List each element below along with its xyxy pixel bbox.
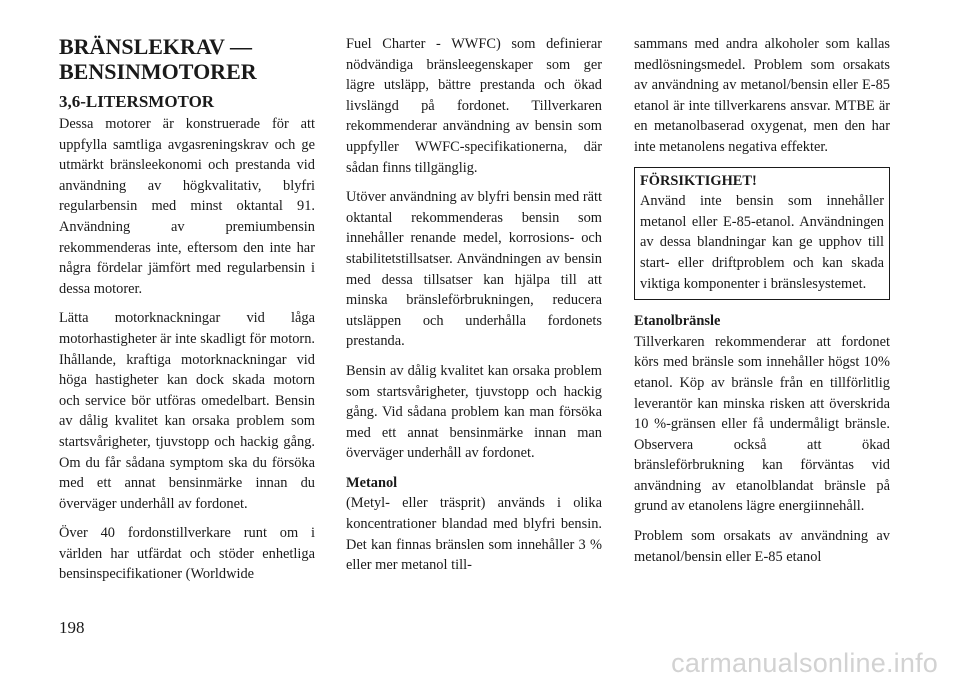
paragraph: Över 40 fordonstillverkare runt om i världen har utfärdat och stöder enhetliga bensinspecifikationer (Worldwide — [59, 525, 315, 583]
section-title: BRÄNSLEKRAV — BENSINMOTORER — [59, 34, 257, 84]
paragraph: Bensin av dålig kvalitet kan orsaka problem som startsvårigheter, tjuvstopp och hackig gång. Vid sådana problem kan man försöka med ett annat bensinmärke innan man överväger underhåll av fordonet. — [346, 362, 602, 462]
column-left — [59, 34, 315, 594]
caution-title: FÖRSIKTIGHET! — [640, 172, 757, 189]
page-number: 198 — [59, 618, 85, 637]
caution-box — [634, 167, 890, 301]
ethanol-heading: Etanolbränsle — [634, 313, 721, 330]
paragraph: Utöver användning av blyfri bensin med rätt oktantal rekommenderas bensin som innehåller renande medel, korrosions- och stabilitetstillsatser. Användningen av bensin med dessa tillsatser kan hjälpa till att minska bränsleförbrukningen, reducera utsläppen och underhålla fordonets prestanda. — [346, 189, 602, 350]
paragraph: Tillverkaren rekommenderar att fordonet körs med bränsle som innehåller högst 10% etanol. Köp av bränsle från en tillförlitlig leverantör kan minska risken att överskrida 10 %-gränsen eller få undermåligt bränsle. Observera också att ökad bränsleförbrukning kan förväntas vid användning av etanolblandat bränsle på grund av etanolens lägre energiinnehåll. — [634, 333, 890, 515]
column-middle — [346, 34, 602, 585]
paragraph: Lätta motorknackningar vid låga motorhastigheter är inte skadligt för motorn. Ihållande, kraftiga motorknackningar vid höga hastigheter kan dock skada motorn och service bör utföras omedelbart. Bensin av dålig kvalitet kan orsaka problem som startsvårigheter, tjuvstopp och hackig gång. Om du får sådana symptom ska du försöka med ett annat bensinmärke innan du överväger underhåll av fordonet. — [59, 310, 315, 512]
paragraph: Problem som orsakats av användning av metanol/bensin eller E-85 etanol — [634, 528, 890, 565]
section-subtitle: 3,6-LITERSMOTOR — [59, 92, 215, 111]
paragraph: Fuel Charter - WWFC) som definierar nödvändiga bränsleegenskaper som ger lägre utsläpp, bättre prestanda och ökad livslängd på fordonet. Tillverkaren rekommenderar användning av bensin som uppfyller WWFC-specifikationerna, där sådan finns tillgänglig. — [346, 36, 602, 176]
column-right — [634, 34, 890, 576]
ethanol-section — [634, 311, 890, 517]
methanol-section — [346, 473, 602, 576]
caution-text: Använd inte bensin som innehåller metanol eller E-85-etanol. Användningen av dessa blandningar kan ge upphov till start- eller driftproblem och kan skada viktiga komponenter i bränslesystemet. — [640, 193, 884, 292]
methanol-heading: Metanol — [346, 474, 398, 491]
paragraph: sammans med andra alkoholer som kallas medlösningsmedel. Problem som orsakats av användning av metanol/bensin eller E-85 etanol är inte tillverkarens ansvar. MTBE är en metanolbaserad oxygenat, men den har inte metanolens negativa effekter. — [634, 36, 890, 155]
paragraph: Dessa motorer är konstruerade för att uppfylla samtliga avgasreningskrav och ge utmärkt bränsleekonomi och prestanda vid användning av högkvalitativ, blyfri regularbensin med minst oktantal 91. Användning av premiumbensin rekommenderas inte, eftersom den inte har några fördelar jämfört med regularbensin i dessa motorer. — [59, 116, 315, 297]
watermark[interactable]: carmanualsonline.info — [671, 648, 938, 678]
paragraph: (Metyl- eller träsprit) används i olika koncentrationer blandad med blyfri bensin. Det kan finnas bränslen som innehåller 3 % eller mer metanol till- — [346, 495, 602, 574]
